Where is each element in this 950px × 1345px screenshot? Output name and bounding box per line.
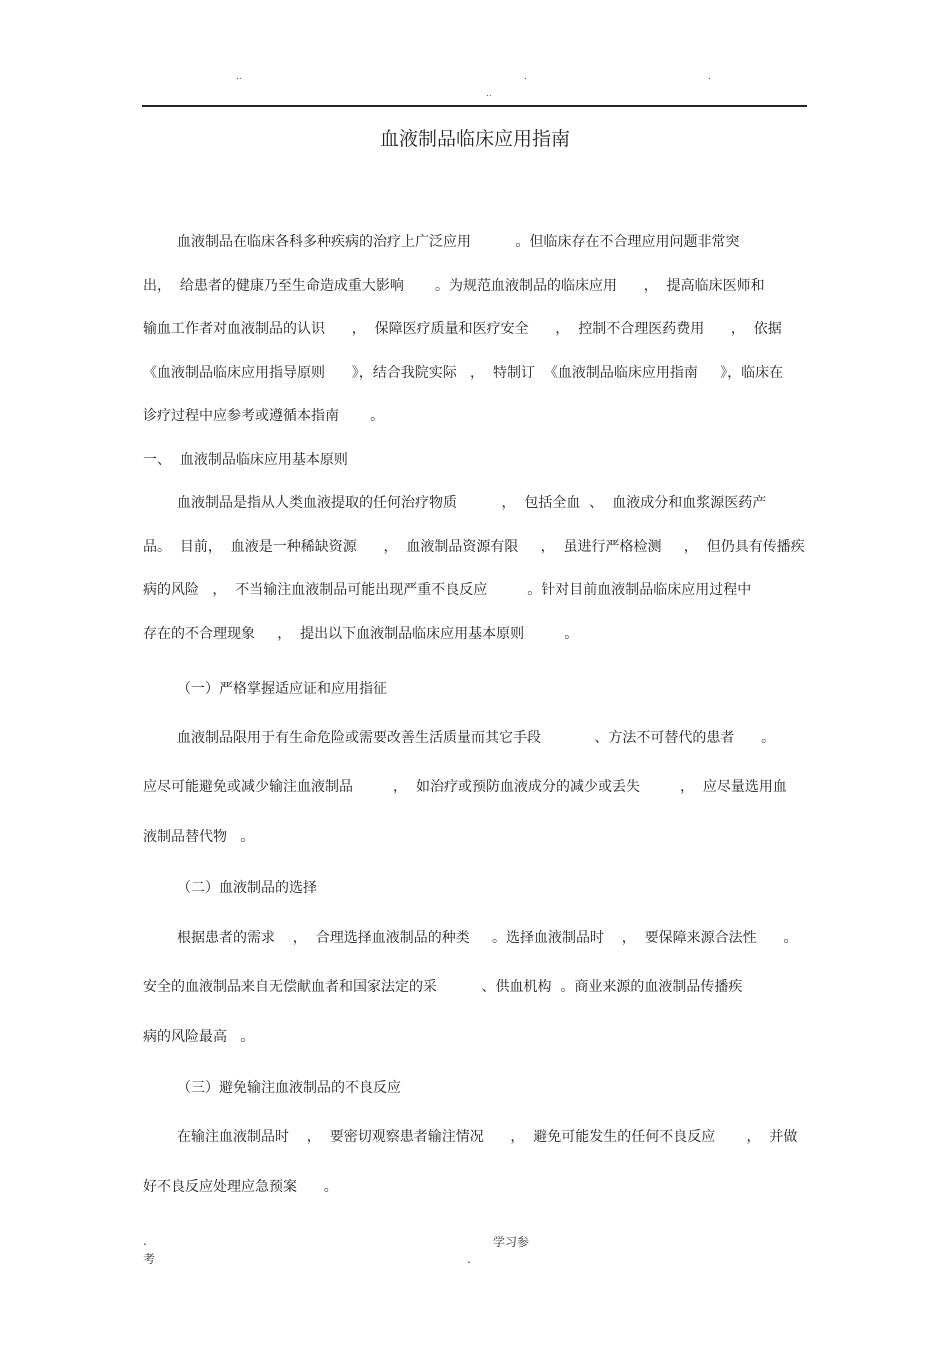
intro-line: 诊疗过程中应参考或遵循本指南 。 <box>143 408 385 424</box>
section-heading: 一、 血液制品临床应用基本原则 <box>143 452 348 468</box>
header-mark-middle: . <box>524 72 527 82</box>
sub3-line: 在输注血液制品时 ， 要密切观察患者输注情况 ， 避免可能发生的任何不良反应 ， 并做 <box>177 1129 798 1145</box>
subsection-heading: （三）避免输注血液制品的不良反应 <box>177 1080 401 1096</box>
header-rule <box>142 105 807 107</box>
section1-line: 病的风险 ， 不当输注血液制品可能出现严重不良反应 。针对目前血液制品临床应用过程中 <box>143 582 752 598</box>
intro-line: 《血液制品临床应用指导原则 》，结合我院实际 ， 特制订 《血液制品临床应用指南 》，临床在 <box>143 365 784 381</box>
sub1-line: 应尽可能避免或减少输注血液制品 ， 如治疗或预防血液成分的减少或丢失 ， 应尽量选用血 <box>143 779 787 795</box>
intro-line: 血液制品在临床各科多种疾病的治疗上广泛应用 。但临床存在不合理应用问题非常突 <box>177 234 740 250</box>
subsection-heading: （一）严格掌握适应证和应用指征 <box>177 681 387 697</box>
footer-left-dot: . <box>143 1234 147 1248</box>
sub3-line: 好不良反应处理应急预案 。 <box>143 1179 338 1195</box>
footer-center-text: 学习参 <box>493 1235 530 1249</box>
footer-right-dot: . <box>467 1252 471 1266</box>
header-mark-left: .. <box>236 72 242 82</box>
section1-line: 品。 目前， 血液是一种稀缺资源 ， 血液制品资源有限 ， 虽进行严格检测 ， 但仍具有传播疾 <box>143 539 805 555</box>
sub1-line: 血液制品限用于有生命危险或需要改善生活质量而其它手段 、方法不可替代的患者 。 <box>177 730 776 746</box>
header-mark-right: . <box>708 72 711 82</box>
section1-line: 血液制品是指从人类血液提取的任何治疗物质 ， 包括全血 、 血液成分和血浆源医药产 <box>177 495 767 511</box>
sub2-line: 安全的血液制品来自无偿献血者和国家法定的采 、供血机构 。商业来源的血液制品传播疾 <box>143 979 743 995</box>
document-title: 血液制品临床应用指南 <box>379 128 570 150</box>
sub2-line: 病的风险最高 。 <box>143 1029 255 1045</box>
sub1-line: 液制品替代物 。 <box>143 829 255 845</box>
intro-line: 出， 给患者的健康乃至生命造成重大影响 。为规范血液制品的临床应用 ， 提高临床医师和 <box>143 278 765 294</box>
section1-line: 存在的不合理现象 ， 提出以下血液制品临床应用基本原则 。 <box>143 626 579 642</box>
footer-left-text: 考 <box>143 1252 156 1266</box>
intro-line: 输血工作者对血液制品的认识 ， 保障医疗质量和医疗安全 ， 控制不合理医药费用 ， 依据 <box>143 321 782 337</box>
sub2-line: 根据患者的需求 ， 合理选择血液制品的种类 。选择血液制品时 ， 要保障来源合法性 。 <box>177 930 798 946</box>
header-mark-center: .. <box>486 89 492 99</box>
subsection-heading: （二）血液制品的选择 <box>177 880 317 896</box>
